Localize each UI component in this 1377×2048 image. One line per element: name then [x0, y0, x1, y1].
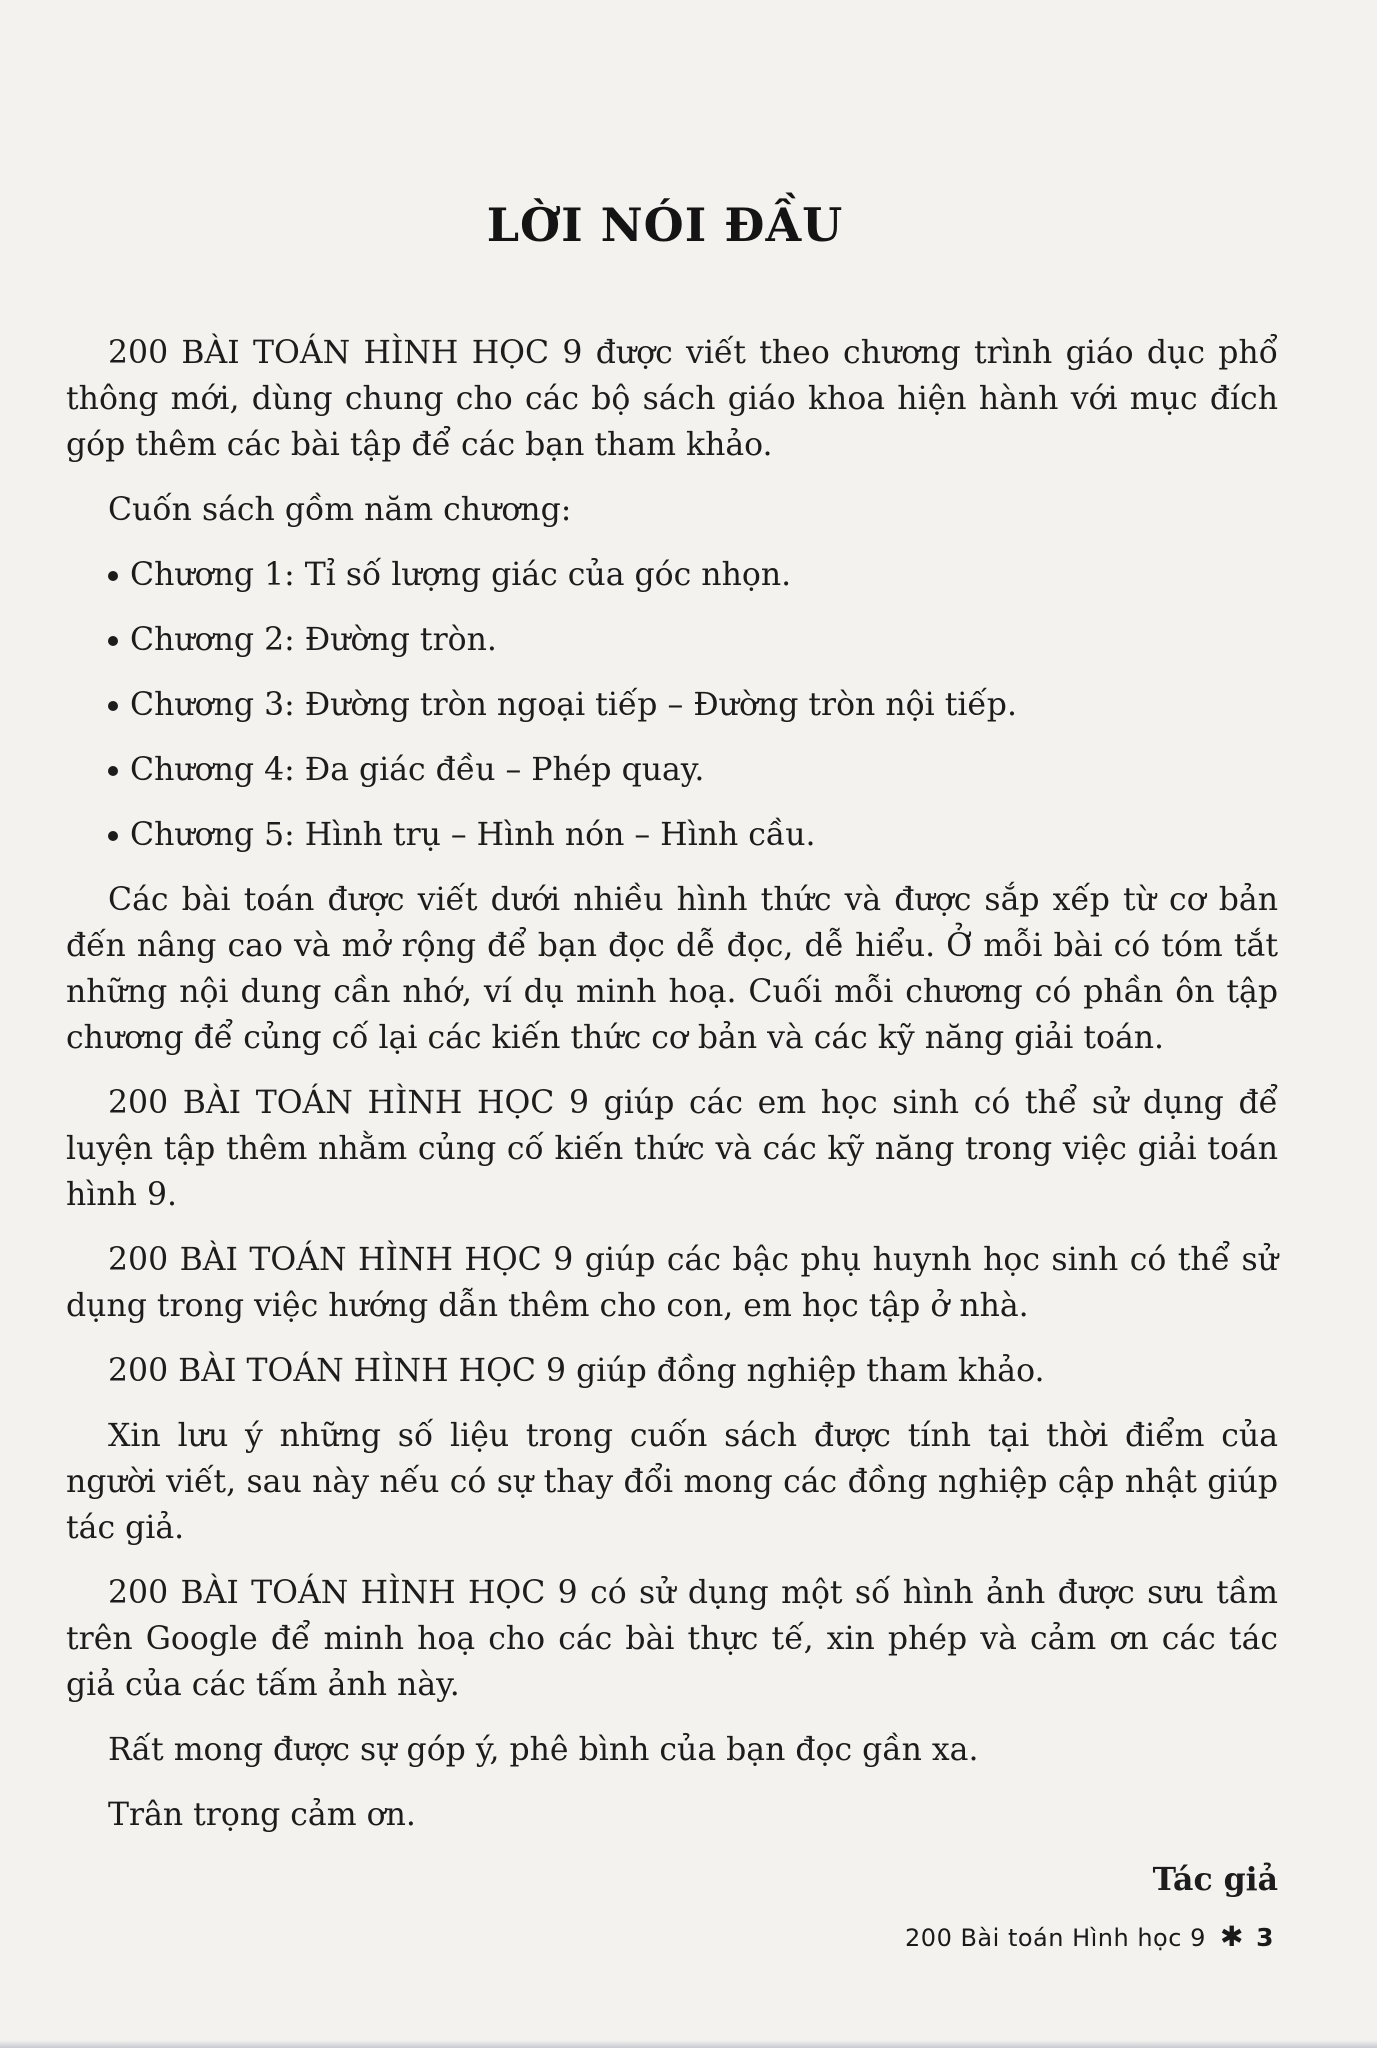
chapter-item: Chương 5: Hình trụ – Hình nón – Hình cầu.: [66, 812, 1278, 858]
author-signature: Tác giả: [1152, 1861, 1278, 1898]
page-footer: [905, 1920, 1274, 1953]
bullet-icon: [108, 571, 118, 581]
body-paragraph: Các bài toán được viết dưới nhiều hình thức và được sắp xếp từ cơ bản đến nâng cao và mở rộng để bạn đọc dễ đọc, dễ hiểu. Ở mỗi bài có tóm tắt những nội dung cần nhớ, ví dụ minh hoạ. Cuối mỗi chương có phần ôn tập chương để củng cố lại các kiến thức cơ bản và các kỹ năng giải toán.: [66, 882, 1278, 1056]
chapter-list: [66, 552, 1278, 858]
body-paragraph: 200 BÀI TOÁN HÌNH HỌC 9 giúp các em học sinh có thể sử dụng để luyện tập thêm nhằm củng cố kiến thức và các kỹ năng trong việc giải toán hình 9.: [66, 1085, 1278, 1213]
intro-paragraph: 200 BÀI TOÁN HÌNH HỌC 9 được viết theo chương trình giáo dục phổ thông mới, dùng chung cho các bộ sách giáo khoa hiện hành với mục đích góp thêm các bài tập để các bạn tham khảo.: [66, 335, 1278, 463]
page-edge-shadow: [0, 2040, 1377, 2048]
bullet-icon: [108, 701, 118, 711]
bullet-icon: [108, 636, 118, 646]
star-icon: ✱: [1219, 1920, 1244, 1953]
bullet-icon: [108, 766, 118, 776]
body-paragraph: Trân trọng cảm ơn.: [108, 1797, 416, 1833]
chapter-item: Chương 4: Đa giác đều – Phép quay.: [66, 747, 1278, 793]
body-paragraph: 200 BÀI TOÁN HÌNH HỌC 9 giúp các bậc phụ huynh học sinh có thể sử dụng trong việc hướng dẫn thêm cho con, em học tập ở nhà.: [66, 1242, 1278, 1324]
body-paragraph: 200 BÀI TOÁN HÌNH HỌC 9 giúp đồng nghiệp tham khảo.: [108, 1353, 1045, 1389]
body-paragraph: Rất mong được sự góp ý, phê bình của bạn đọc gần xa.: [108, 1732, 979, 1768]
bullet-icon: [108, 831, 118, 841]
chapters-intro: Cuốn sách gồm năm chương:: [108, 492, 572, 528]
preface-body: [66, 330, 1278, 1935]
chapter-item: Chương 3: Đường tròn ngoại tiếp – Đường tròn nội tiếp.: [66, 682, 1278, 728]
page-number: 3: [1256, 1923, 1274, 1952]
body-paragraph: Xin lưu ý những số liệu trong cuốn sách được tính tại thời điểm của người viết, sau này nếu có sự thay đổi mong các đồng nghiệp cập nhật giúp tác giả.: [66, 1418, 1278, 1546]
page-title: LỜI NÓI ĐẦU: [486, 198, 844, 252]
body-paragraph: 200 BÀI TOÁN HÌNH HỌC 9 có sử dụng một số hình ảnh được sưu tầm trên Google để minh hoạ cho các bài thực tế, xin phép và cảm ơn các tác giả của các tấm ảnh này.: [66, 1575, 1278, 1703]
running-title: 200 Bài toán Hình học 9: [905, 1924, 1206, 1952]
chapter-item: Chương 2: Đường tròn.: [66, 617, 1278, 663]
chapter-item: Chương 1: Tỉ số lượng giác của góc nhọn.: [66, 552, 1278, 598]
